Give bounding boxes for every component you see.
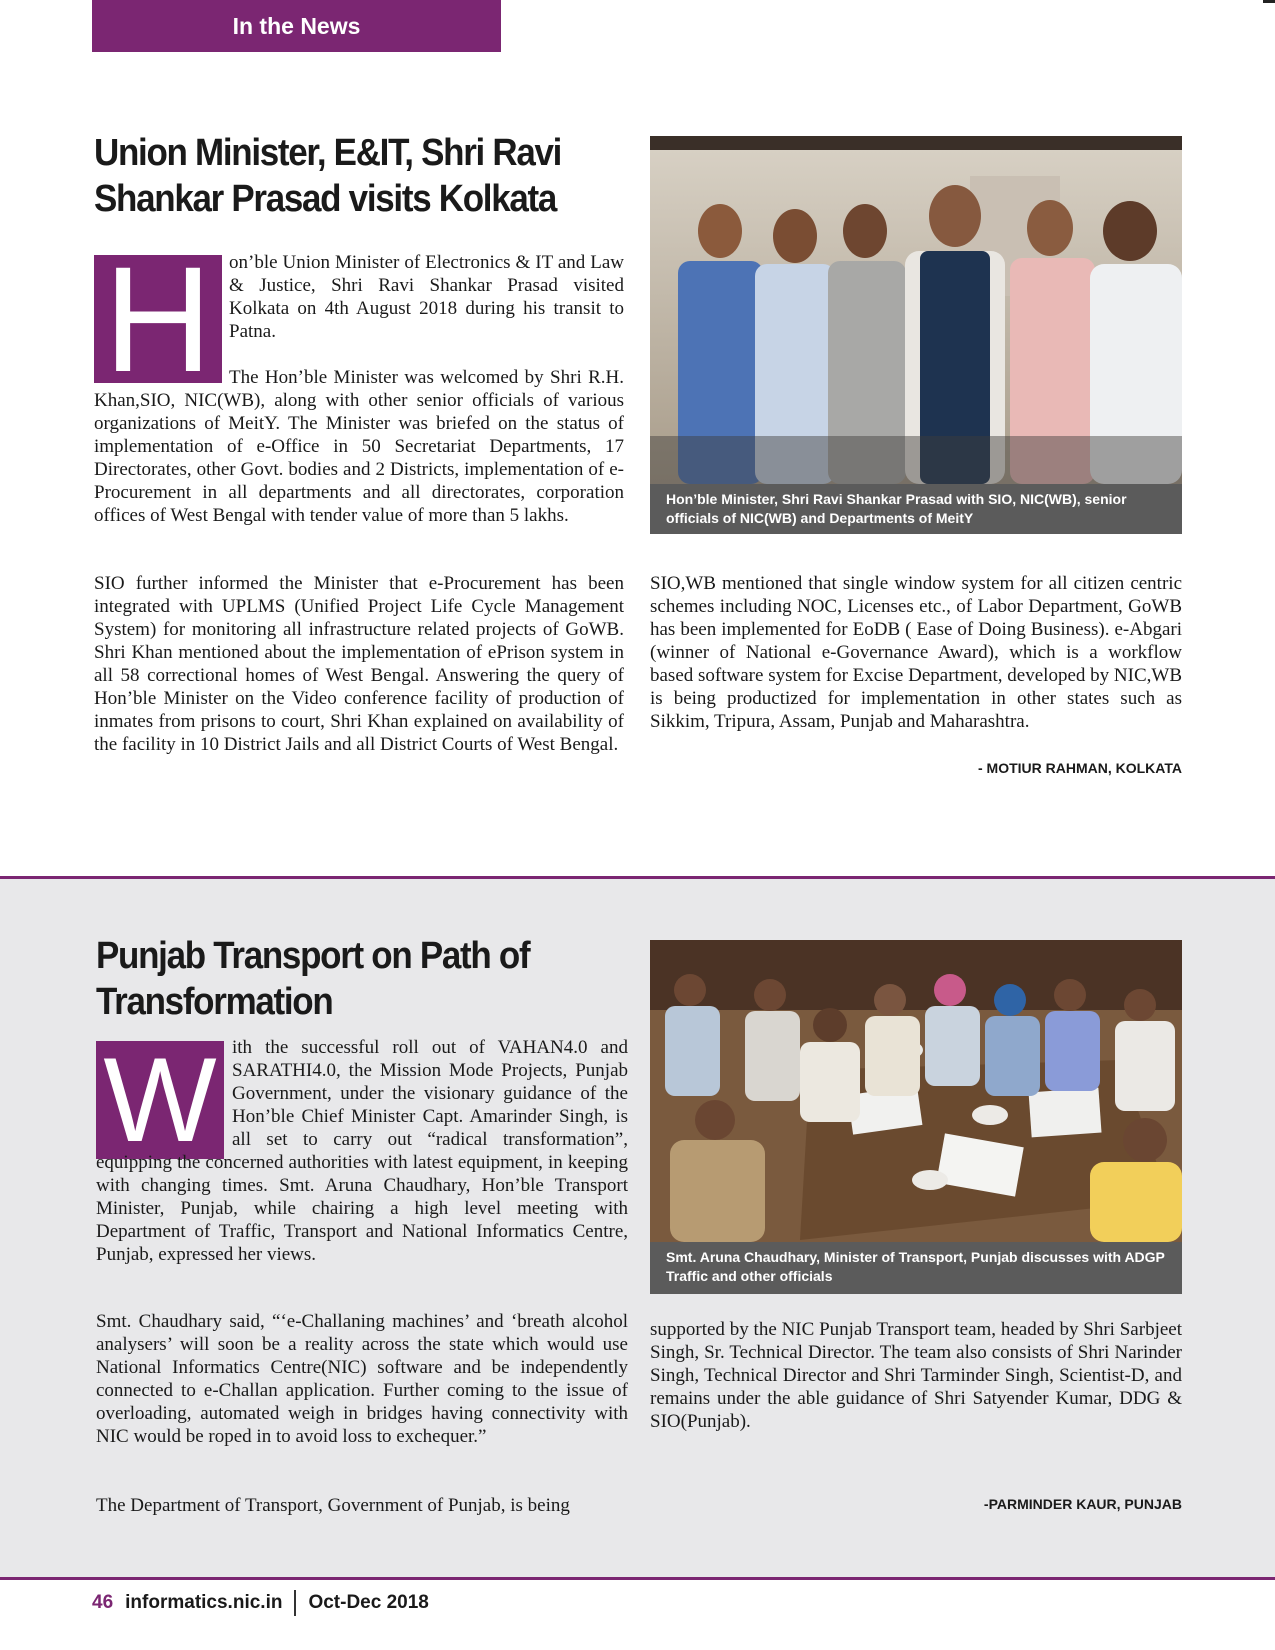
dropcap-letter: H	[103, 235, 213, 403]
article2-byline: -PARMINDER KAUR, PUNJAB	[983, 1496, 1182, 1512]
article2-para3-text: supported by the NIC Punjab Transport team, headed by Shri Sarbjeet Singh, Sr. Technical Director. The team also consists of Shri Narinder Singh, Technical Director and Shri Tarminder Singh, Scientist-D, and remains under the able guidance of Shri Satyender Kumar, DDG & SIO(Punjab).	[650, 1319, 1182, 1432]
dropcap-letter-w: W	[103, 1033, 217, 1167]
page-number: 46	[92, 1592, 114, 1613]
footer-issue: Oct-Dec 2018	[308, 1592, 429, 1613]
meeting-photo-caption: Smt. Aruna Chaudhary, Minister of Transport, Punjab discusses with ADGP Traffic and other officials	[650, 1242, 1182, 1294]
article2-title-line2: Transformation	[96, 981, 333, 1023]
section-label: In the News	[232, 12, 361, 39]
article1-para3	[650, 572, 1182, 756]
meeting-photo-image	[650, 940, 1182, 1242]
dropcap-h	[94, 235, 222, 403]
article2-para3	[650, 1318, 1182, 1456]
article1-title-line1: Union Minister, E&IT, Shri Ravi	[94, 132, 562, 174]
footer-site: informatics.nic.in	[125, 1592, 283, 1613]
article2-para1	[96, 1310, 628, 1471]
article1-intro	[229, 251, 624, 366]
minister-photo	[650, 136, 1182, 484]
article2-para2	[96, 1494, 628, 1540]
article1-title	[94, 130, 634, 222]
article2-title-line1: Punjab Transport on Path of	[96, 935, 530, 977]
section-tab	[92, 0, 501, 52]
article1-byline: - MOTIUR RAHMAN, KOLKATA	[977, 760, 1182, 776]
article1-para2	[94, 572, 624, 779]
footer-divider	[294, 1590, 296, 1616]
meeting-photo	[650, 940, 1182, 1242]
minister-photo-caption: Hon’ble Minister, Shri Ravi Shankar Prasad with SIO, NIC(WB), senior officials of NIC(WB) and Departments of MeitY	[650, 484, 1182, 534]
minister-photo-image	[650, 136, 1182, 484]
article2-intro	[96, 1033, 628, 1289]
article2-para2-text: The Department of Transport, Government of Punjab, is being	[96, 1495, 570, 1516]
article2-title	[96, 933, 636, 1025]
article2-intro-text: ith the successful roll out of VAHAN4.0 and SARATHI4.0, the Mission Mode Projects, Punjab Government, under the visionary guidance of the Hon’ble Chief Minister Capt. Amarinder Singh, is all set to carry out “radical transformation”, equipping the concerned authorities with latest equipment, in keeping with changing times. Smt. Aruna Chaudhary, Hon’ble Transport Minister, Punjab, while chairing a high level meeting with Department of Traffic, Transport and National Informatics Centre, Punjab, expressed her views.	[96, 1037, 628, 1265]
article1-intro-text: on’ble Union Minister of Electronics & IT and Law & Justice, Shri Ravi Shankar Prasad visited Kolkata on 4th August 2018 during his transit to Patna.	[229, 252, 624, 342]
article2-para1-text: Smt. Chaudhary said, “‘e-Challaning machines’ and ‘breath alcohol analysers’ will soon be a reality across the state which would use National Informatics Centre(NIC) software and be independently connected to e-Challan application. Further coming to the issue of overloading, automated weigh in bridges having connectivity with NIC would be roped in to avoid loss to exchequer.”	[96, 1311, 628, 1447]
article1-title-line2: Shankar Prasad visits Kolkata	[94, 178, 557, 220]
corner-mark	[1263, 0, 1275, 3]
page-footer	[92, 1590, 429, 1616]
article1-para2-text: SIO further informed the Minister that e-Procurement has been integrated with UPLMS (Unified Project Life Cycle Management System) for monitoring all infrastructure related projects of GoWB. Shri Khan mentioned about the implementation of ePrison system in all 58 correctional homes of West Bengal. Answering the query of Hon’ble Minister on the Video conference facility of production of inmates from prisons to court, Shri Khan explained on availability of the facility in 10 District Jails and all District Courts of West Bengal.	[94, 573, 624, 755]
article1-para1	[94, 366, 624, 550]
article1-para3-text: SIO,WB mentioned that single window system for all citizen centric schemes including NOC, Licenses etc., of Labor Department, GoWB has been implemented for EoDB ( Ease of Doing Business). e-Abgari (winner of National e-Governance Award), which is a workflow based software system for Excise Department, developed by NIC,WB is being productized for implementation in other states such as Sikkim, Tripura, Assam, Punjab and Maharashtra.	[650, 573, 1182, 732]
article1-para1-text: The Hon’ble Minister was welcomed by Shri R.H. Khan,SIO, NIC(WB), along with other senior officials of various organizations of MeitY. The Minister was briefed on the status of implementation of e-Office in 50 Secretariat Departments, 17 Directorates, other Govt. bodies and 2 Districts, implementation of e-Procurement in all departments and all directorates, corporation offices of West Bengal with tender value of more than 5 lakhs.	[94, 367, 624, 526]
